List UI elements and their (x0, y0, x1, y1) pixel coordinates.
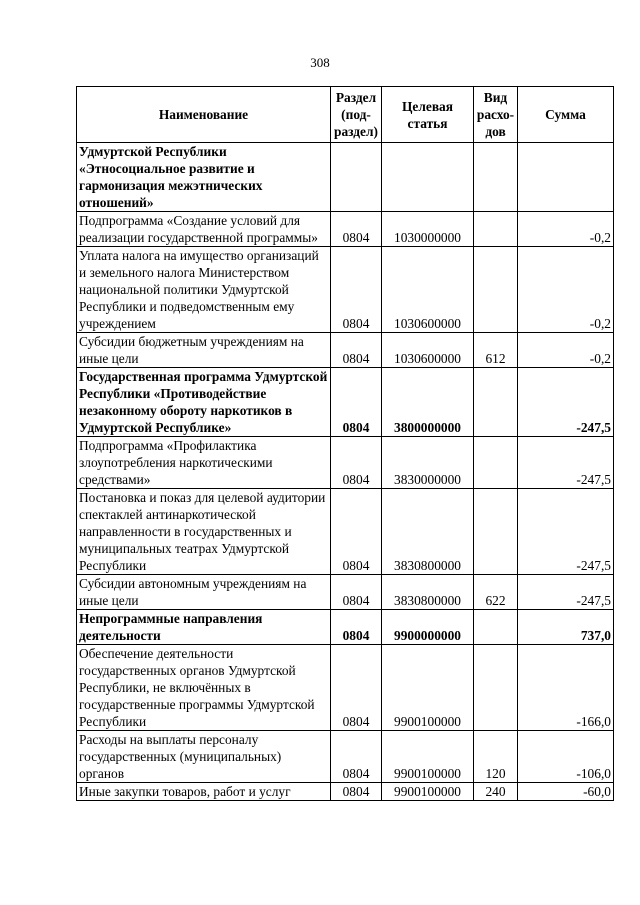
table-row (77, 143, 614, 212)
row-type-cell: 240 (474, 783, 518, 801)
table-row (77, 610, 614, 645)
row-type-cell: 120 (474, 731, 518, 783)
row-section-cell: 0804 (331, 212, 382, 247)
header-section: Раздел (под- раздел) (331, 87, 382, 143)
row-section-cell: 0804 (331, 368, 382, 437)
row-sum-cell: -247,5 (518, 437, 614, 489)
row-sum-cell: -0,2 (518, 212, 614, 247)
row-name-cell: Непрограммные направления деятельности (77, 610, 331, 645)
row-section-cell: 0804 (331, 783, 382, 801)
header-expense-type: Вид расхо- дов (474, 87, 518, 143)
row-type-cell (474, 645, 518, 731)
row-name-cell: Иные закупки товаров, работ и услуг (77, 783, 331, 801)
page-number: 308 (310, 55, 330, 70)
row-name-cell: Постановка и показ для целевой аудитории спектаклей антинаркотической направленности в государственных и муниципальных театрах Удмуртской Республики (77, 489, 331, 575)
table-row (77, 645, 614, 731)
table-row (77, 575, 614, 610)
row-sum-cell: -247,5 (518, 368, 614, 437)
table-row (77, 783, 614, 801)
header-name: Наименование (77, 87, 331, 143)
row-type-cell (474, 212, 518, 247)
row-article-cell: 1030600000 (382, 247, 474, 333)
header-article: Целевая статья (382, 87, 474, 143)
row-article-cell: 9900100000 (382, 783, 474, 801)
row-type-cell (474, 247, 518, 333)
row-section-cell: 0804 (331, 610, 382, 645)
row-article-cell: 1030000000 (382, 212, 474, 247)
row-sum-cell: -106,0 (518, 731, 614, 783)
row-name-cell: Государственная программа Удмуртской Республики «Противодействие незаконному обороту наркотиков в Удмуртской Республике» (77, 368, 331, 437)
row-sum-cell: -0,2 (518, 333, 614, 368)
row-sum-cell: -60,0 (518, 783, 614, 801)
row-article-cell: 3830000000 (382, 437, 474, 489)
row-name-cell: Обеспечение деятельности государственных органов Удмуртской Республики, не включённых в государственные программы Удмуртской Республики (77, 645, 331, 731)
row-type-cell (474, 437, 518, 489)
table-row (77, 731, 614, 783)
table-row (77, 212, 614, 247)
row-article-cell: 9900000000 (382, 610, 474, 645)
row-section-cell: 0804 (331, 333, 382, 368)
table-row (77, 333, 614, 368)
row-article-cell: 3800000000 (382, 368, 474, 437)
table-row (77, 368, 614, 437)
row-name-cell: Удмуртской Республики «Этносоциальное развитие и гармонизация межэтнических отношений» (77, 143, 331, 212)
row-type-cell (474, 489, 518, 575)
row-section-cell (331, 143, 382, 212)
row-article-cell: 1030600000 (382, 333, 474, 368)
row-name-cell: Уплата налога на имущество организаций и земельного налога Министерством национальной политики Удмуртской Республики и подведомственным ему учреждением (77, 247, 331, 333)
row-article-cell: 9900100000 (382, 645, 474, 731)
row-section-cell: 0804 (331, 247, 382, 333)
table-row (77, 437, 614, 489)
row-sum-cell: -247,5 (518, 489, 614, 575)
row-section-cell: 0804 (331, 575, 382, 610)
row-type-cell (474, 143, 518, 212)
row-section-cell: 0804 (331, 645, 382, 731)
row-type-cell: 612 (474, 333, 518, 368)
row-article-cell: 3830800000 (382, 489, 474, 575)
table-row (77, 489, 614, 575)
row-name-cell: Субсидии бюджетным учреждениям на иные цели (77, 333, 331, 368)
row-sum-cell (518, 143, 614, 212)
row-type-cell (474, 368, 518, 437)
row-section-cell: 0804 (331, 437, 382, 489)
row-name-cell: Подпрограмма «Профилактика злоупотребления наркотическими средствами» (77, 437, 331, 489)
row-name-cell: Расходы на выплаты персоналу государственных (муниципальных) органов (77, 731, 331, 783)
row-section-cell: 0804 (331, 731, 382, 783)
row-article-cell (382, 143, 474, 212)
row-sum-cell: -166,0 (518, 645, 614, 731)
row-type-cell (474, 610, 518, 645)
row-name-cell: Субсидии автономным учреждениям на иные цели (77, 575, 331, 610)
row-article-cell: 9900100000 (382, 731, 474, 783)
table-header-row (77, 87, 614, 143)
row-type-cell: 622 (474, 575, 518, 610)
row-article-cell: 3830800000 (382, 575, 474, 610)
row-section-cell: 0804 (331, 489, 382, 575)
budget-table (76, 86, 614, 801)
row-sum-cell: -247,5 (518, 575, 614, 610)
row-name-cell: Подпрограмма «Создание условий для реализации государственной программы» (77, 212, 331, 247)
row-sum-cell: 737,0 (518, 610, 614, 645)
table-row (77, 247, 614, 333)
header-sum: Сумма (518, 87, 614, 143)
row-sum-cell: -0,2 (518, 247, 614, 333)
